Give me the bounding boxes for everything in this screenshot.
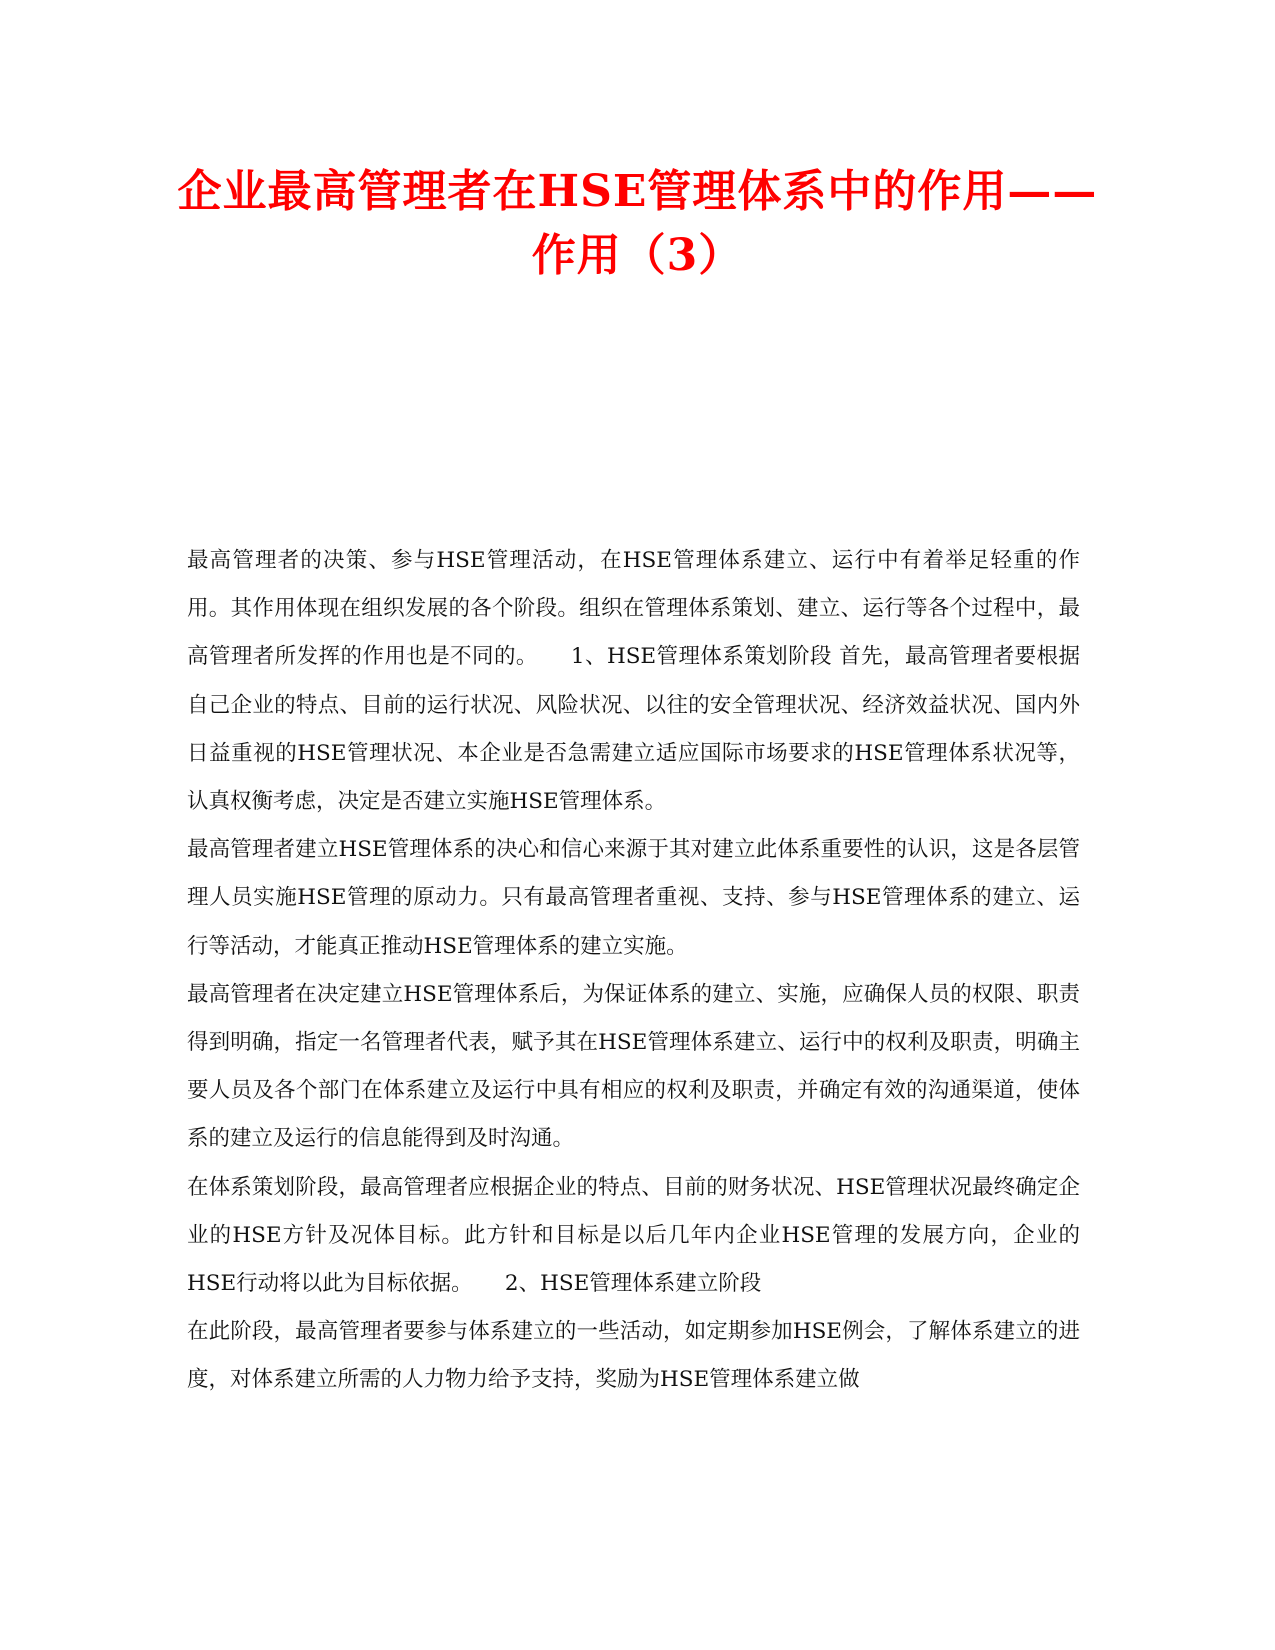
paragraph: 在此阶段，最高管理者要参与体系建立的一些活动，如定期参加HSE例会，了解体系建立的进度，对体系建立所需的人力物力给予支持，奖励为HSE管理体系建立做 [187,1319,1080,1393]
title-line-2: 作用（3） [531,230,744,281]
document-title [160,160,1115,288]
paragraph: 最高管理者的决策、参与HSE管理活动，在HSE管理体系建立、运行中有着举足轻重的作用。其作用体现在组织发展的各个阶段。组织在管理体系策划、建立、运行等各个过程中，最高管理者所发挥的作用也是不同的。 1、HSE管理体系策划阶段 首先，最高管理者要根据自己企业的特点、目前的运行状况、风险状况、以往的安全管理状况、经济效益状况、国内外日益重视的HSE管理状况、本企业是否急需建立适应国际市场要求的HSE管理体系状况等，认真权衡考虑，决定是否建立实施HSE管理体系。 [187,548,1080,815]
document-body [187,537,1080,1405]
paragraph: 在体系策划阶段，最高管理者应根据企业的特点、目前的财务状况、HSE管理状况最终确定企业的HSE方针及况体目标。此方针和目标是以后几年内企业HSE管理的发展方向，企业的HSE行动将以此为目标依据。 2、HSE管理体系建立阶段 [187,1174,1080,1297]
paragraph: 最高管理者在决定建立HSE管理体系后，为保证体系的建立、实施，应确保人员的权限、职责得到明确，指定一名管理者代表，赋予其在HSE管理体系建立、运行中的权利及职责，明确主要人员及各个部门在体系建立及运行中具有相应的权利及职责，并确定有效的沟通渠道，使体系的建立及运行的信息能得到及时沟通。 [187,981,1080,1152]
paragraph: 最高管理者建立HSE管理体系的决心和信心来源于其对建立此体系重要性的认识，这是各层管理人员实施HSE管理的原动力。只有最高管理者重视、支持、参与HSE管理体系的建立、运行等活动，才能真正推动HSE管理体系的建立实施。 [187,837,1080,959]
title-line-1: 企业最高管理者在HSE管理体系中的作用—— [177,166,1098,217]
